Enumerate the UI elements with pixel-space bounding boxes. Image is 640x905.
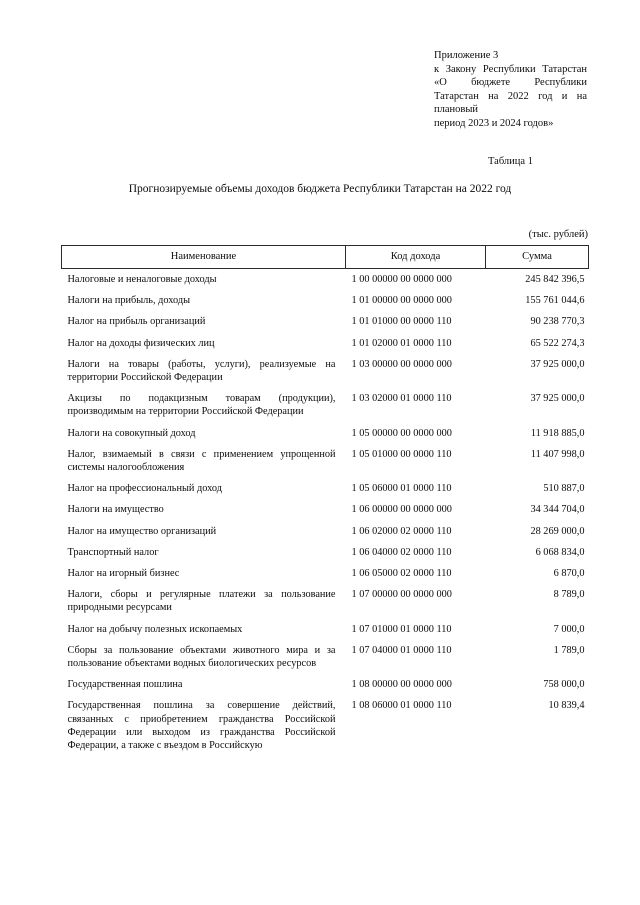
header-line-1: Приложение 3	[434, 50, 499, 61]
cell-name: Сборы за пользование объектами животного мира и за пользование объектами водных биологических ресурсов	[67, 644, 336, 670]
cell-name: Налоги на имущество	[67, 504, 164, 516]
table-row	[62, 290, 589, 311]
cell-code: 1 01 02000 01 0000 110	[351, 337, 452, 349]
cell-code: 1 08 00000 00 0000 000	[351, 679, 452, 691]
cell-name: Налог на игорный бизнес	[67, 568, 180, 580]
cell-code: 1 06 00000 00 0000 000	[351, 504, 452, 516]
cell-name: Налог на прибыль организаций	[67, 316, 206, 328]
cell-code: 1 07 00000 00 0000 000	[351, 589, 452, 601]
cell-name: Налоги, сборы и регулярные платежи за пользование природными ресурсами	[67, 589, 336, 614]
table-row	[62, 619, 589, 640]
cell-name: Налог на доходы физических лиц	[67, 337, 215, 349]
cell-sum: 90 238 770,3	[530, 316, 585, 328]
cell-sum: 510 887,0	[543, 483, 585, 495]
cell-name: Транспортный налог	[67, 546, 159, 558]
cell-name: Налог на имущество организаций	[67, 525, 217, 537]
table-row	[62, 388, 589, 422]
cell-code: 1 06 02000 02 0000 110	[351, 525, 452, 537]
cell-name: Налог на профессиональный доход	[67, 483, 222, 495]
cell-sum: 34 344 704,0	[530, 504, 585, 516]
table-row	[62, 584, 589, 618]
table-row	[62, 674, 589, 695]
cell-name: Налог, взимаемый в связи с применением упрощенной системы налогообложения	[67, 448, 336, 474]
cell-sum: 7 000,0	[553, 623, 585, 635]
table-body	[62, 269, 589, 757]
document-reference-header	[434, 49, 587, 131]
column-header-sum: Сумма	[486, 246, 589, 269]
cell-sum: 1 789,0	[553, 644, 585, 656]
cell-sum: 155 761 044,6	[525, 295, 585, 307]
table-row	[62, 542, 589, 563]
cell-sum: 37 925 000,0	[530, 393, 585, 405]
cell-code: 1 03 00000 00 0000 000	[351, 358, 452, 370]
cell-code: 1 08 06000 01 0000 110	[351, 700, 452, 712]
cell-code: 1 06 04000 02 0000 110	[351, 546, 452, 558]
cell-name: Государственная пошлина за совершение действий, связанных с приобретением гражданства Российской Федерации или выходом из гражданства Российской Федерации, а также с въездом в Российскую	[67, 700, 336, 752]
cell-sum: 11 407 998,0	[530, 448, 585, 460]
table-row	[62, 695, 589, 756]
column-header-code: Код дохода	[346, 246, 486, 269]
table-row	[62, 521, 589, 542]
table-row	[62, 423, 589, 444]
table-number-label: Таблица 1	[488, 156, 533, 167]
cell-name: Налог на добычу полезных ископаемых	[67, 623, 243, 635]
table-row	[62, 499, 589, 520]
cell-sum: 6 870,0	[553, 568, 585, 580]
table-header-row	[62, 246, 589, 269]
cell-code: 1 03 02000 01 0000 110	[351, 393, 452, 405]
cell-name: Государственная пошлина	[67, 679, 183, 691]
table-head	[62, 246, 589, 269]
cell-name: Налоги на товары (работы, услуги), реализуемые на территории Российской Федерации	[67, 358, 336, 384]
units-note: (тыс. рублей)	[528, 229, 588, 240]
column-header-name: Наименование	[62, 246, 346, 269]
cell-sum: 6 068 834,0	[535, 546, 585, 558]
cell-sum: 11 918 885,0	[530, 427, 585, 439]
cell-sum: 28 269 000,0	[530, 525, 585, 537]
cell-sum: 758 000,0	[543, 679, 585, 691]
cell-name: Акцизы по подакцизным товарам (продукции), производимым на территории Российской Федерации	[67, 393, 336, 418]
header-line-2: к Закону Республики Татарстан «О бюджете Республики Татарстан на 2022 год и на плановый	[434, 63, 587, 116]
page-title: Прогнозируемые объемы доходов бюджета Республики Татарстан на 2022 год	[128, 183, 512, 195]
cell-sum: 10 839,4	[548, 700, 585, 712]
table-row	[62, 563, 589, 584]
table-row	[62, 333, 589, 354]
cell-code: 1 01 00000 00 0000 000	[351, 295, 452, 307]
table-row	[62, 478, 589, 499]
cell-sum: 245 842 396,5	[525, 274, 585, 285]
cell-name: Налоговые и неналоговые доходы	[67, 274, 217, 285]
cell-code: 1 00 00000 00 0000 000	[351, 274, 452, 285]
revenue-table	[61, 245, 589, 756]
cell-code: 1 07 04000 01 0000 110	[351, 644, 452, 656]
header-line-3: период 2023 и 2024 годов»	[434, 117, 554, 129]
cell-name: Налоги на прибыль, доходы	[67, 295, 191, 307]
cell-name: Налоги на совокупный доход	[67, 427, 196, 439]
cell-code: 1 01 01000 00 0000 110	[351, 316, 452, 328]
cell-code: 1 05 06000 01 0000 110	[351, 483, 452, 495]
cell-code: 1 05 01000 00 0000 110	[351, 448, 452, 460]
cell-sum: 65 522 274,3	[530, 337, 585, 349]
cell-sum: 8 789,0	[553, 589, 585, 601]
cell-sum: 37 925 000,0	[530, 358, 585, 370]
table-row	[62, 640, 589, 674]
cell-code: 1 07 01000 01 0000 110	[351, 623, 452, 635]
cell-code: 1 05 00000 00 0000 000	[351, 427, 452, 439]
table-row	[62, 354, 589, 388]
table-row	[62, 269, 589, 291]
cell-code: 1 06 05000 02 0000 110	[351, 568, 452, 580]
table-row	[62, 311, 589, 332]
table-row	[62, 444, 589, 478]
